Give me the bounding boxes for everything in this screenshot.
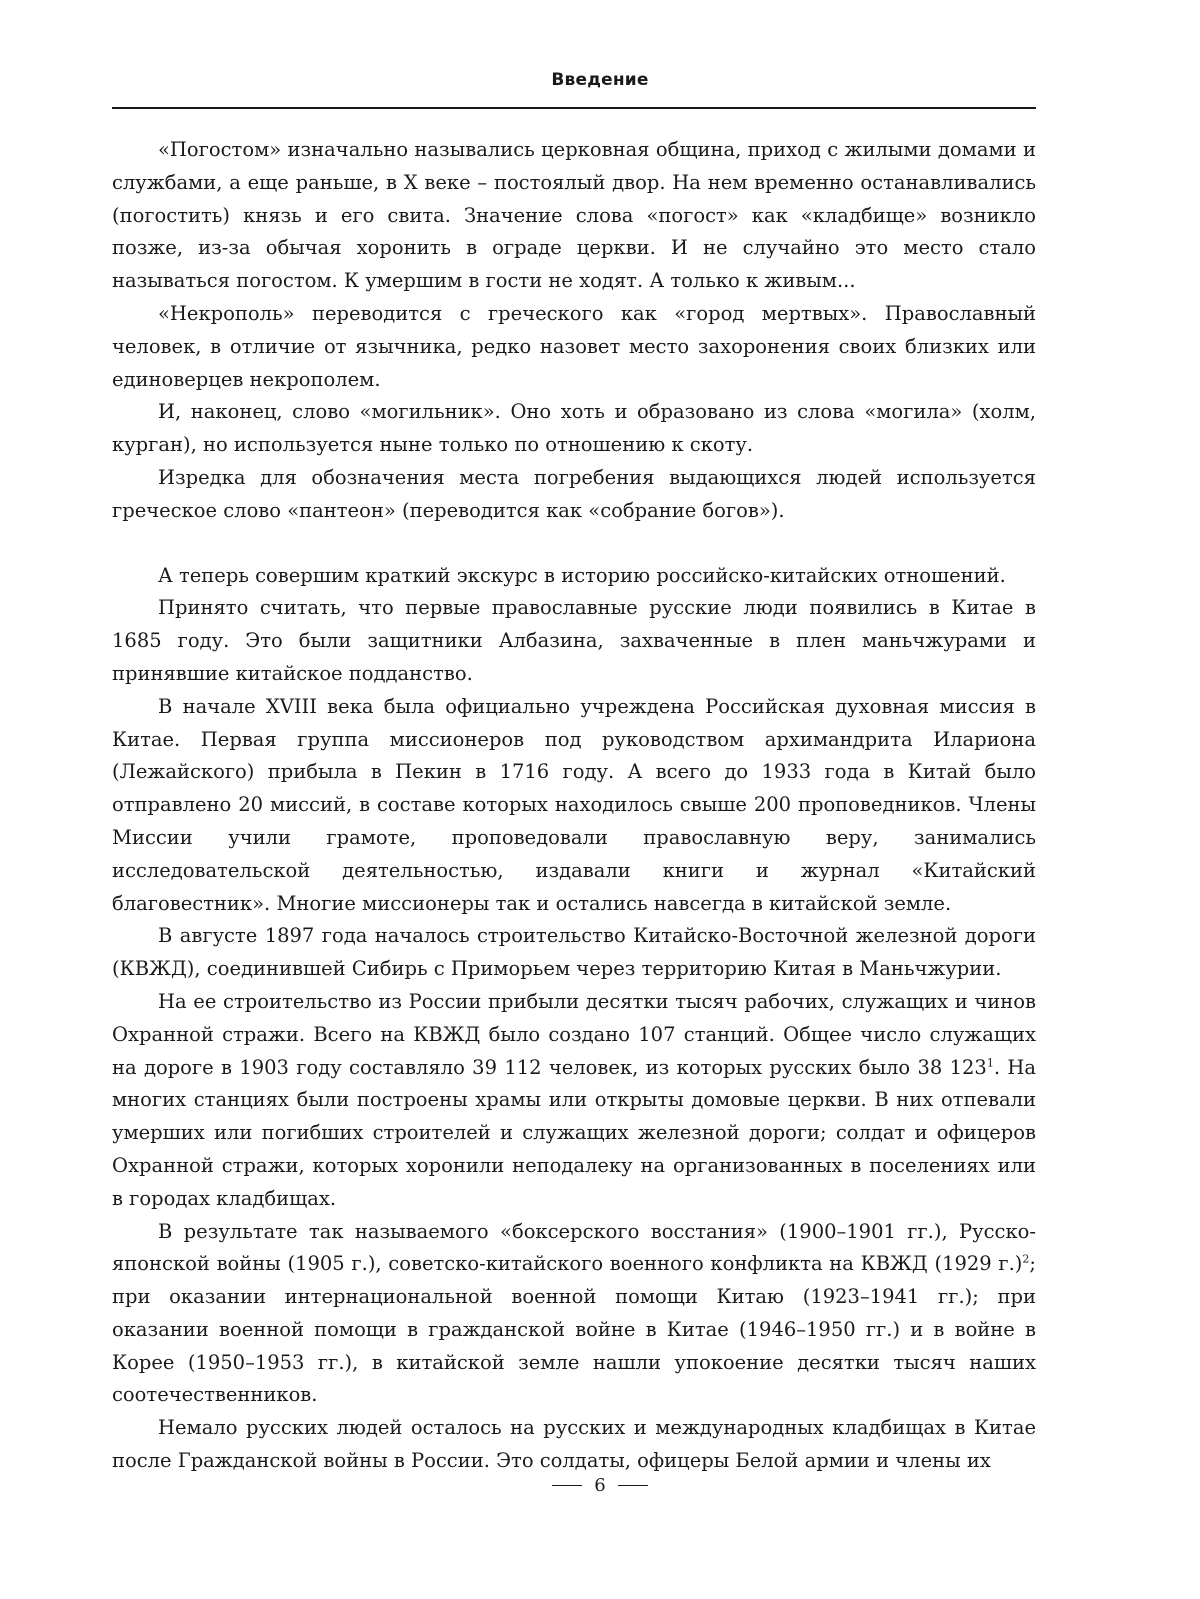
paragraph-excursus: А теперь совершим краткий экскурс в историю российско-китайских отношений.	[158, 563, 1006, 587]
section-gap	[112, 528, 1036, 560]
conflicts-text-a: В результате так называемого «боксерского восстания» (1900–1901 гг.), Русско-японской войны (1905 г.), советско-китайского военного конфликта на КВЖД (1929 г.)	[112, 1219, 1036, 1276]
kvzhd-workers-text: На ее строительство из России прибыли десятки тысяч рабочих, служащих и чинов Охранной стражи. Всего на КВЖД было создано 107 станций. Общее число служащих на дороге в 1903 году составляло 39 112 человек, из которых русских было 38 123	[112, 989, 1036, 1079]
paragraph-necropolis: «Некрополь» переводится с греческого как «город мертвых». Православный человек, в отличие от язычника, редко назовет место захоронения своих близких или единоверцев некрополем.	[112, 301, 1036, 391]
paragraph-mogilnik: И, наконец, слово «могильник». Оно хоть и образовано из слова «могила» (холм, курган), но используется ныне только по отношению к скоту.	[112, 400, 1036, 457]
paragraph-kvzhd-start: В августе 1897 года началось строительство Китайско-Восточной железной дороги (КВЖД), соединившей Сибирь с Приморьем через территорию Китая в Маньчжурии.	[112, 924, 1036, 981]
paragraph-civil-war: Немало русских людей осталось на русских и международных кладбищах в Китае после Гражданской войны в России. Это солдаты, офицеры Белой армии и члены их	[112, 1416, 1036, 1473]
kvzhd-churches-text: На многих станциях были построены храмы или открыты домовые церкви. В них отпевали умерших или погибших строителей и служащих железной дороги; солдат и офицеров Охранной стражи, которых хоронили неподалеку на организованных в поселениях или в городах кладбищах.	[112, 1055, 1036, 1210]
paragraph-pantheon: Изредка для обозначения места погребения выдающихся людей используется греческое слово «пантеон» (переводится как «собрание богов»).	[112, 465, 1036, 522]
paragraph-kvzhd-workers: На ее строительство из России прибыли десятки тысяч рабочих, служащих и чинов Охранной стражи. Всего на КВЖД было создано 107 станций. Общее число служащих на дороге в 1903 году составляло 39 112 человек, из которых русских было 38 $123^1$. На многих станциях были построены храмы или открыты домовые церкви. В них отпевали умерших или погибших строителей и служащих железной дороги; солдат и офицеров Охранной стражи, которых хоронили неподалеку на организованных в поселениях или в городах кладбищах.	[112, 989, 1036, 1210]
running-header-title: Введение	[551, 70, 649, 90]
paragraph-albazin: Принято считать, что первые православные русские люди появились в Китае в 1685 году. Это были защитники Албазина, захваченные в плен маньчжурами и принявшие китайское подданство.	[112, 596, 1036, 685]
page-footer	[0, 1474, 1200, 1496]
paragraph-conflicts	[112, 1216, 1036, 1413]
footnote-ref-2: 2	[1022, 1252, 1030, 1266]
header-rule	[112, 107, 1036, 109]
body-text	[112, 134, 1036, 1478]
footer-dash-right	[618, 1485, 648, 1486]
page-number: 6	[594, 1474, 606, 1496]
footer-dash-left	[552, 1485, 582, 1486]
conflicts-text-b: ; при оказании интернациональной военной помощи Китаю (1923–1941 гг.); при оказании военной помощи в гражданской войне в Китае (1946–1950 гг.) и в войне в Корее (1950–1953 гг.), в китайской земле нашли упокоение десятки тысяч наших соотечественников.	[112, 1252, 1036, 1407]
paragraph-mission: В начале XVIII века была официально учреждена Российская духовная миссия в Китае. Первая группа миссионеров под руководством архимандрита Илариона (Лежайского) прибыла в Пекин в 1716 году. А всего до 1933 года в Китай было отправлено 20 миссий, в составе которых находилось свыше 200 проповедников. Члены Миссии учили грамоте, проповедовали православную веру, занимались исследовательской деятельностью, издавали книги и журнал «Китайский благовестник». Многие миссионеры так и остались навсегда в китайской земле.	[112, 694, 1036, 915]
footnote-ref-1: 1	[986, 1056, 994, 1070]
paragraph-pogost: «Погостом» изначально назывались церковная община, приход с жилыми домами и службами, а еще раньше, в X веке – постоялый двор. На нем временно останавливались (погостить) князь и его свита. Значение слова «погост» как «кладбище» возникло позже, из-за обычая хоронить в ограде церкви. И не случайно это место стало называться погостом. К умершим в гости не ходят. А только к живым...	[112, 138, 1036, 293]
